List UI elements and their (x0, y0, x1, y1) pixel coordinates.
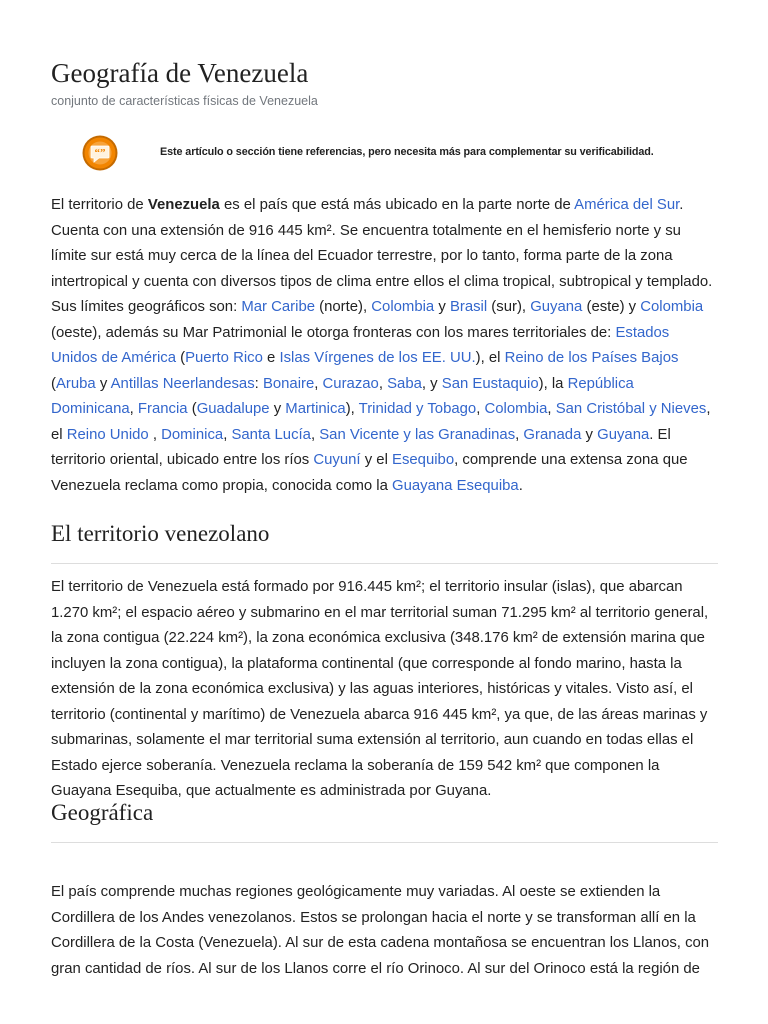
link-dominica[interactable]: Dominica (161, 426, 224, 443)
section-geografica-text: El país comprende muchas regiones geológicamente muy variadas. Al oeste se extienden la Cordillera de los Andes venezolanos. Estos se prolongan hacia el norte y se transforman allí en la Cordillera de la Costa (Venezuela). Al sur de esta cadena montañosa se encuentran los Llanos, con gran cantidad de ríos. Al sur de los Llanos corre el río Orinoco. Al sur del Orinoco está la región de (51, 884, 710, 977)
link-estados-unidos-de-america[interactable]: Estados Unidos de América (51, 324, 670, 366)
section-territorio-text: El territorio de Venezuela está formado por 916.445 km²; el territorio insular (islas), que abarcan 1.270 km²; el espacio aéreo y submarino en el mar territorial suman 71.295 km² al territorio general, la zona contigua (22.224 km²), la zona económica exclusiva (348.176 km² de extensión marina que incluyen la zona contigua), la plataforma continental (que corresponde al fondo marino, hasta la extensión de la zona económica exclusiva) y las aguas interiores, históricas y vitales. Visto así, el territorio (continental y marítimo) de Venezuela abarca 916 445 km², ya que, de las áreas marinas y submarinas, solamente el mar territorial suma extensión al territorio, aun cuando en todas ellas el Estado ejerce soberanía. Venezuela reclama la soberanía de 159 542 km² que componen la Guayana Esequiba, que actualmente es administrada por Guyana. (51, 579, 709, 799)
link-mar-caribe[interactable]: Mar Caribe (241, 299, 316, 315)
intro-paragraph: El territorio de Venezuela es el país que está más ubicado en la parte norte de América del Sur. Cuenta con una extensión de 916 445 km². Se encuentra totalmente en el hemisferio norte y su límite sur está muy cerca de la línea del Ecuador terrestre, por lo tanto, forma parte de la zona intertropical y cuenta con diversos tipos de clima entre ellos el clima tropical, subtropical y templado. Sus límites geográficos son: Mar Caribe (norte), Colombia y Brasil (sur), Guyana (este) y Colombia (oeste), además su Mar Patrimonial le otorga fronteras con los mares territoriales de: Estados Unidos de América (Puerto Rico e Islas Vírgenes de los EE. UU.), el Reino de los Países Bajos (Aruba y Antillas Neerlandesas: Bonaire, Curazao, Saba, y San Eustaquio), la República Dominicana, Francia (Guadalupe y Martinica), Trinidad y Tobago, Colombia, San Cristóbal y Nieves, el Reino Unido , Dominica, Santa Lucía, San Vicente y las Granadinas, Granada y Guyana. El territorio oriental, ubicado entre los ríos Cuyuní y el Esequibo, comprende una extensa zona que Venezuela reclama como propia, conocida como la Guayana Esequiba. (51, 197, 713, 494)
link-colombia[interactable]: Colombia (484, 401, 548, 417)
link-guyana[interactable]: Guyana (597, 426, 650, 443)
link-guadalupe[interactable]: Guadalupe (196, 401, 270, 417)
notice-text: Este artículo o sección tiene referencias, pero necesita más para complementar su verificabilidad. (160, 146, 654, 158)
link-santa-lucia[interactable]: Santa Lucía (231, 426, 311, 443)
section-heading-geografica: Geográfica (51, 798, 718, 843)
link-colombia[interactable]: Colombia (640, 299, 704, 315)
page-subtitle: conjunto de características físicas de Venezuela (51, 94, 318, 108)
link-esequibo[interactable]: Esequibo (392, 452, 455, 468)
link-america-del-sur[interactable]: América del Sur (574, 197, 680, 213)
references-notice (81, 134, 721, 172)
link-guyana[interactable]: Guyana (530, 299, 583, 315)
link-saba[interactable]: Saba (387, 375, 422, 392)
link-antillas-neerlandesas[interactable]: Antillas Neerlandesas (110, 375, 255, 392)
link-granada[interactable]: Granada (523, 426, 582, 443)
link-reino-unido[interactable]: Reino Unido (66, 426, 149, 443)
link-francia[interactable]: Francia (137, 401, 188, 417)
link-colombia[interactable]: Colombia (371, 299, 435, 315)
link-guayana-esequiba[interactable]: Guayana Esequiba (392, 477, 519, 494)
page-title: Geografía de Venezuela (51, 58, 309, 88)
quotes-icon (81, 134, 119, 172)
link-venezuela[interactable]: Venezuela (147, 197, 220, 213)
link-martinica[interactable]: Martinica (285, 401, 346, 417)
link-bonaire[interactable]: Bonaire (262, 375, 315, 392)
link-trinidad-y-tobago[interactable]: Trinidad y Tobago (358, 401, 477, 417)
section-heading-territorio: El territorio venezolano (51, 519, 718, 564)
link-brasil[interactable]: Brasil (449, 299, 488, 315)
link-cuyuni[interactable]: Cuyuní (313, 452, 361, 468)
link-san-vicente-y-las-granadinas[interactable]: San Vicente y las Granadinas (319, 426, 516, 443)
link-curazao[interactable]: Curazao (322, 375, 379, 392)
link-republica-dominicana[interactable]: República Dominicana (51, 375, 634, 417)
link-puerto-rico[interactable]: Puerto Rico (185, 350, 263, 366)
link-reino-de-los-paises-bajos[interactable]: Reino de los Países Bajos (504, 350, 679, 366)
link-san-eustaquio[interactable]: San Eustaquio (441, 375, 539, 392)
link-islas-virgenes-de-los-ee-uu[interactable]: Islas Vírgenes de los EE. UU. (279, 350, 476, 366)
link-san-cristobal-y-nieves[interactable]: San Cristóbal y Nieves (555, 401, 707, 417)
link-aruba[interactable]: Aruba (55, 375, 96, 392)
svg-text:“”: “” (94, 147, 106, 159)
